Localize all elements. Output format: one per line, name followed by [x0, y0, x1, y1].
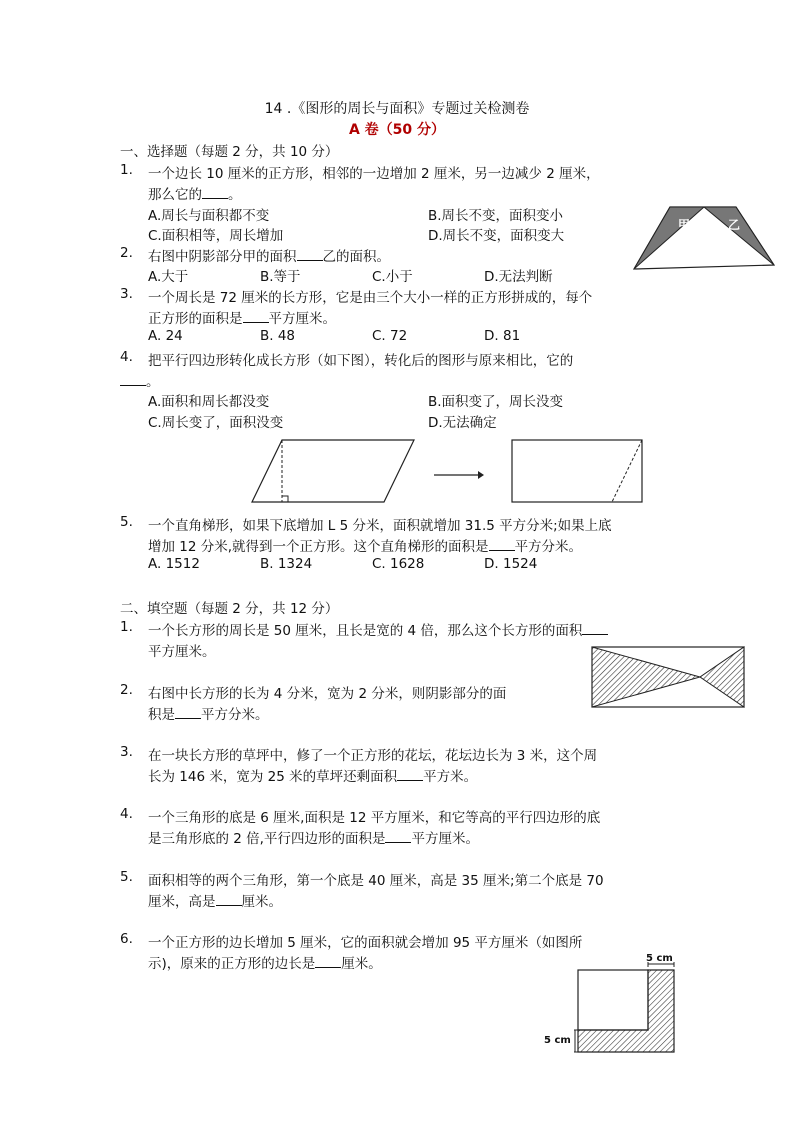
dimension-label-left: 5 cm [544, 1035, 571, 1046]
s1-q1-number: 1. [120, 162, 133, 178]
answer-blank[interactable] [315, 955, 341, 968]
s2-q3-line2 [148, 765, 477, 785]
s2-q4-text: 是三角形底的 2 倍,平行四边形的面积是 [148, 831, 386, 847]
s2-q2-text: 积是 [148, 707, 175, 723]
answer-blank[interactable] [397, 768, 423, 781]
s1-q3-text: 正方形的面积是 [148, 311, 243, 327]
s2-q3-text: 长为 146 米，宽为 25 米的草坪还剩面积 [148, 769, 398, 785]
s2-q3-number: 3. [120, 744, 133, 760]
s2-q5-text: 厘米，高是 [148, 894, 216, 910]
section1-heading: 一、选择题（每题 2 分，共 10 分） [120, 144, 339, 160]
arrow-icon [434, 470, 484, 480]
s1-q4-option-a: A.面积和周长都没变 [148, 394, 270, 410]
s1-q3-option-b: B. 48 [260, 328, 296, 344]
s1-q1-line2 [148, 183, 242, 203]
s2-q1-line1 [148, 619, 608, 639]
shaded-triangle-jia [634, 207, 704, 269]
s2-q2-line2 [148, 703, 269, 723]
parallelogram-figure [250, 438, 418, 504]
s2-q3-text-end: 平方米。 [423, 769, 478, 785]
s1-q1-text-end: 。 [228, 187, 242, 203]
s1-q5-option-c: C. 1628 [372, 556, 425, 572]
s1-q2-text: 右图中阴影部分甲的面积 [148, 249, 297, 265]
s2-q1-number: 1. [120, 619, 133, 635]
s2-q6-number: 6. [120, 931, 133, 947]
section2-heading: 二、填空题（每题 2 分，共 12 分） [120, 601, 339, 617]
s2-q5-text-end: 厘米。 [241, 894, 282, 910]
s1-q2-option-b: B.等于 [260, 269, 301, 285]
s1-q4-line2 [120, 370, 160, 390]
s1-q2-option-a: A.大于 [148, 269, 189, 285]
s1-q5-option-d: D. 1524 [484, 556, 538, 572]
s2-q4-text-end: 平方厘米。 [411, 831, 479, 847]
s2-q1-line2: 平方厘米。 [148, 644, 216, 660]
answer-blank[interactable] [582, 622, 608, 635]
answer-blank[interactable] [243, 310, 269, 323]
answer-blank[interactable] [385, 830, 411, 843]
s1-q5-option-a: A. 1512 [148, 556, 200, 572]
s1-q2-number: 2. [120, 245, 133, 261]
s2-q2-number: 2. [120, 682, 133, 698]
answer-blank[interactable] [297, 248, 323, 261]
answer-blank[interactable] [175, 706, 201, 719]
s1-q5-option-b: B. 1324 [260, 556, 313, 572]
label-yi: 乙 [728, 218, 741, 232]
s2-q6-line2 [148, 952, 382, 972]
s2-q5-line1: 面积相等的两个三角形，第一个底是 40 厘米，高是 35 厘米;第二个底是 70 [148, 873, 604, 889]
s1-q5-text-end: 平方分米。 [514, 539, 583, 555]
s2-q2-line1: 右图中长方形的长为 4 分米，宽为 2 分米，则阴影部分的面 [148, 686, 507, 702]
s2-q5-number: 5. [120, 869, 133, 885]
dimension-label-top: 5 cm [646, 953, 673, 964]
s1-q4-option-c: C.周长变了，面积没变 [148, 415, 284, 431]
s1-q2-option-c: C.小于 [372, 269, 413, 285]
s2-q1-text: 一个长方形的周长是 50 厘米，且长是宽的 4 倍，那么这个长方形的面积 [148, 623, 583, 639]
s2-q4-line2 [148, 827, 479, 847]
s1-q5-line2 [148, 535, 582, 555]
s1-q2-line1 [148, 245, 390, 265]
answer-blank[interactable] [202, 186, 228, 199]
s2-q6-text-end: 厘米。 [341, 956, 382, 972]
page-title: 14 .《图形的周长与面积》专题过关检测卷 [264, 101, 530, 117]
s1-q4-text-end: 。 [146, 374, 160, 390]
s2-q6-text: 示)，原来的正方形的边长是 [148, 956, 316, 972]
s1-q3-line2 [148, 307, 336, 327]
s1-q4-option-b: B.面积变了，周长没变 [428, 394, 564, 410]
s2-q2-text-end: 平方分米。 [201, 707, 269, 723]
s1-q1-option-b: B.周长不变，面积变小 [428, 208, 564, 224]
s1-q1-line1: 一个边长 10 厘米的正方形，相邻的一边增加 2 厘米，另一边减少 2 厘米， [148, 166, 600, 182]
bowtie-rectangle-figure [590, 645, 746, 709]
s1-q1-text: 那么它的 [148, 187, 202, 203]
s1-q5-text: 增加 12 分米,就得到一个正方形。这个直角梯形的面积是 [148, 539, 489, 555]
s1-q2-text-end: 乙的面积。 [322, 249, 390, 265]
s2-q4-line1: 一个三角形的底是 6 厘米,面积是 12 平方厘米，和它等高的平行四边形的底 [148, 810, 601, 826]
label-jia: 甲 [678, 218, 691, 232]
s1-q1-option-d: D.周长不变，面积变大 [428, 228, 565, 244]
s1-q3-number: 3. [120, 286, 133, 302]
s2-q5-line2 [148, 890, 282, 910]
rectangle-figure [510, 438, 644, 504]
s1-q3-option-a: A. 24 [148, 328, 183, 344]
s1-q5-number: 5. [120, 514, 133, 530]
s2-q3-line1: 在一块长方形的草坪中，修了一个正方形的花坛，花坛边长为 3 米，这个周 [148, 748, 598, 764]
s1-q4-number: 4. [120, 349, 133, 365]
s1-q4-option-d: D.无法确定 [428, 415, 497, 431]
s1-q1-option-a: A.周长与面积都不变 [148, 208, 270, 224]
square-extension-figure [574, 962, 704, 1054]
s2-q4-number: 4. [120, 806, 133, 822]
s1-q4-line1: 把平行四边形转化成长方形（如下图），转化后的图形与原来相比，它的 [148, 353, 574, 369]
s1-q3-option-d: D. 81 [484, 328, 521, 344]
s1-q1-option-c: C.面积相等，周长增加 [148, 228, 284, 244]
s1-q5-line1: 一个直角梯形，如果下底增加 L 5 分米，面积就增加 31.5 平方分米;如果上底 [148, 518, 612, 534]
trapezoid-figure [632, 205, 776, 271]
answer-blank[interactable] [489, 538, 515, 551]
s1-q3-option-c: C. 72 [372, 328, 408, 344]
s2-q6-line1: 一个正方形的边长增加 5 厘米，它的面积就会增加 95 平方厘米（如图所 [148, 935, 583, 951]
s1-q3-text-end: 平方厘米。 [268, 311, 336, 327]
answer-blank[interactable] [216, 893, 242, 906]
s1-q3-line1: 一个周长是 72 厘米的长方形，它是由三个大小一样的正方形拼成的，每个 [148, 290, 593, 306]
answer-blank[interactable] [120, 373, 146, 386]
page-subtitle: A 卷（50 分） [348, 122, 446, 138]
s1-q2-option-d: D.无法判断 [484, 269, 553, 285]
